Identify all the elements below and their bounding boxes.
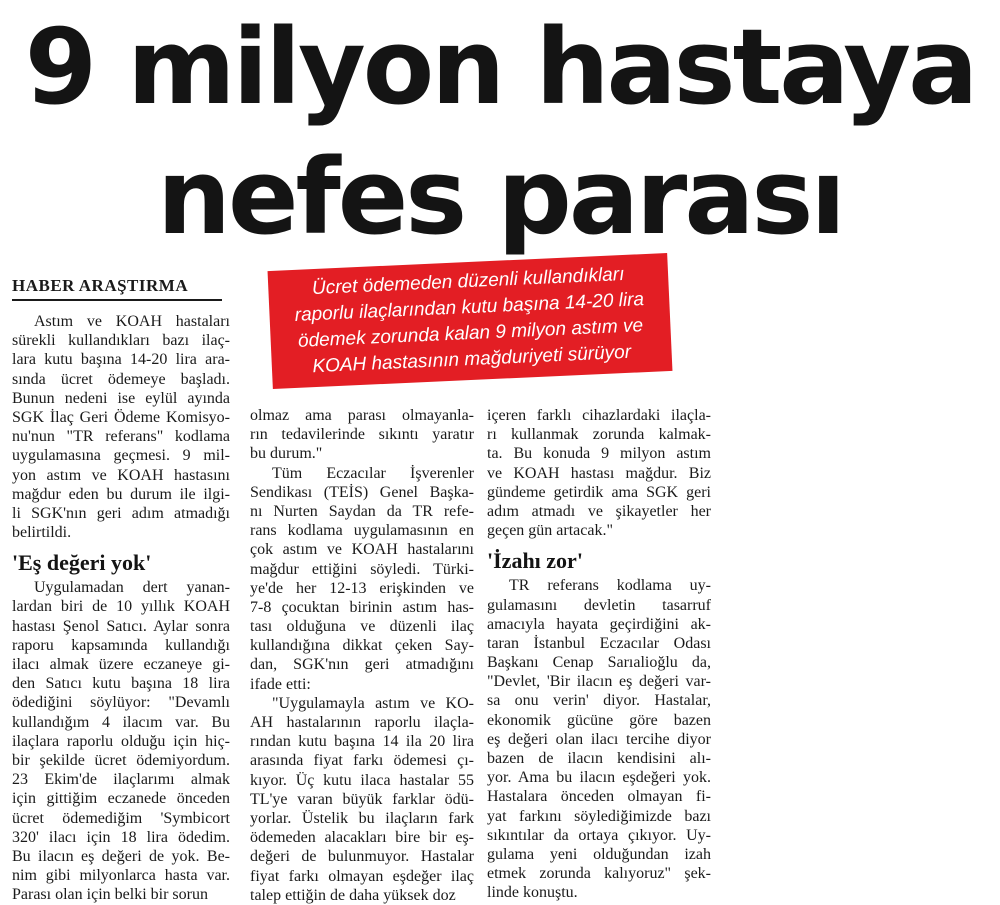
text-line: Bunun nedeni ise eylül ayında	[12, 389, 230, 407]
text-line: 7-8 çocuktan birinin astım has-	[250, 598, 474, 616]
text-line: bir şekilde ücret ödemiyordum.	[12, 751, 230, 769]
text-line: Bu ilacın eş değeri de yok. Be-	[12, 847, 230, 865]
subhead-izahi-zor: 'İzahı zor'	[487, 548, 583, 574]
text-line: ve KOAH hastası mağdur. Biz	[487, 464, 711, 482]
text-line: etmek zorunda kalıyoruz" şek-	[487, 865, 711, 883]
text-line: içeren farklı cihazlardaki ilaçla-	[487, 407, 711, 424]
text-line: uygulamasına geçmesi. 9 mil-	[12, 447, 230, 465]
text-line: ödemeden alacakları bire bir eş-	[250, 829, 474, 847]
column-3-paragraph-2	[487, 576, 711, 902]
text-line: "Uygulamayla astım ve KO-	[272, 694, 474, 712]
text-line: linde konuştu.	[487, 884, 578, 902]
text-line: ta. Bu konuda 9 milyon astım	[487, 445, 711, 463]
text-line: 23 Ekim'de ilaçlarımı almak	[12, 771, 230, 789]
text-line: Parası olan için belki bir sorun	[12, 886, 208, 904]
text-line: li SGK'nın geri adım atmadığı	[12, 504, 230, 522]
text-line: AH hastalarının raporlu ilaçla-	[250, 714, 474, 731]
text-line: çok astım ve KOAH hastalarını	[250, 541, 474, 559]
text-line: sında ücret ödemeye başladı.	[12, 370, 230, 388]
subhead-es-degeri-yok: 'Eş değeri yok'	[12, 550, 152, 576]
text-line: rın tedavilerinde sıkıntı yaratır	[250, 426, 474, 444]
text-line: 320' ilacı için 18 lira ödedim.	[12, 828, 230, 846]
text-line: ödediğini söylüyor: "Devamlı	[12, 694, 230, 712]
text-line: TL'ye varan büyük farklar ödü-	[250, 790, 474, 808]
text-line: Tüm Eczacılar İşverenler	[272, 464, 474, 482]
text-line: Astım ve KOAH hastaları	[34, 313, 230, 330]
text-line: bu durum."	[250, 445, 323, 463]
text-line: geçen gün artacak."	[487, 522, 614, 540]
column-2-paragraph-3	[250, 694, 474, 905]
headline-line-1: 9 milyon hastaya	[24, 6, 976, 128]
text-line: yor. Ama bu ilacın eşdeğeri yok.	[487, 769, 711, 787]
text-line: mağdur ettiğini söyledi. Türki-	[250, 560, 474, 578]
text-line: gulama yeni olduğundan izah	[487, 845, 711, 863]
text-line: ilaçlara raporlu olduğu için hiç-	[12, 732, 230, 750]
column-1-paragraph-2	[12, 578, 230, 904]
text-line: yat farkını söylediğimizde bazı	[487, 807, 711, 825]
text-line: talep ettiğin de daha yüksek doz	[250, 886, 456, 904]
text-line: kullandığım 4 ilacım var. Bu	[12, 713, 230, 731]
article-column-3	[487, 406, 711, 903]
text-line: hastası Şenol Satıcı. Aylar sonra	[12, 617, 230, 635]
text-line: Hastalara önceden olmayan fi-	[487, 788, 711, 806]
spot-box	[268, 253, 673, 389]
text-line: rı kullanmak zorunda kalmak-	[487, 426, 711, 444]
text-line: kullandığına dikkat çeken Say-	[250, 637, 474, 655]
article-column-2	[250, 406, 474, 905]
text-line: lardan biri de 10 yıllık KOAH	[12, 598, 230, 616]
text-line: taran İstanbul Eczacılar Odası	[487, 634, 711, 652]
text-line: Başkanı Cenap Sarıalioğlu da,	[487, 654, 711, 672]
text-line: lara kutu başına 14-20 lira ara-	[12, 351, 230, 369]
text-line: yon astım ve KOAH hastasını	[12, 466, 230, 484]
text-line: için gittiğim eczanede önceden	[12, 790, 230, 808]
text-line: sıkıntılar da ortaya çıkıyor. Uy-	[487, 826, 711, 844]
text-line: nim gibi milyonlarca hasta var.	[12, 867, 230, 885]
headline-line-2: nefes parası	[156, 136, 844, 258]
text-line: belirtildi.	[12, 524, 72, 542]
text-line: fiyat farkı olmayan eşdeğer ilaç	[250, 867, 474, 885]
text-line: eş değeri olan ilacı tercihe diyor	[487, 730, 711, 748]
text-line: Uygulamadan dert yanan-	[34, 579, 230, 597]
text-line: değeri de bulunmuyor. Hastalar	[250, 848, 474, 866]
column-1-paragraph-1	[12, 312, 230, 542]
section-kicker: HABER ARAŞTIRMA	[12, 276, 222, 301]
text-line: nı Nurten Saydan da TR refe-	[250, 502, 474, 520]
text-line: tası olduğuna ve düzenli ilaç	[250, 618, 474, 636]
spot-line: raporlu ilaçlarından kutu başına 14-20 lira	[294, 289, 645, 326]
spot-line: KOAH hastasının mağduriyeti sürüyor	[311, 341, 632, 378]
column-3-paragraph-1	[487, 406, 711, 540]
text-line: ifade etti:	[250, 675, 311, 693]
text-line: ekonomik gücüne göre bazen	[487, 711, 711, 729]
text-line: ücret ödemediğim 'Symbicort	[12, 809, 230, 827]
column-2-paragraph-2	[250, 464, 474, 694]
article-column-1	[12, 312, 230, 904]
text-line: den Satıcı kutu başına 18 lira	[12, 675, 230, 693]
text-line: amacıyla hayata geçirdiğini ak-	[487, 615, 711, 633]
text-line: gündeme getirdik ama SGK geri	[487, 483, 711, 501]
text-line: bazen de ilacın kendisini alı-	[487, 750, 711, 767]
text-line: mağdur eden bu durum ile ilgi-	[12, 485, 230, 503]
text-line: raporu kapsamında kullandığı	[12, 636, 230, 654]
spot-line: Ücret ödemeden düzenli kullandıkları	[311, 263, 625, 300]
text-line: rından kutu başına 14 ila 20 lira	[250, 733, 474, 751]
text-line: ilacı almak üzere eczaneye gi-	[12, 656, 230, 673]
text-line: arasında fiyat farkı ödemesi çı-	[250, 752, 474, 770]
text-line: SGK İlaç Geri Ödeme Komisyo-	[12, 408, 230, 426]
text-line: yorlar. Üstelik bu ilaçların fark	[250, 809, 474, 827]
text-line: sürekli kullandıkları bazı ilaç-	[12, 332, 230, 350]
text-line: gulamasını devletin tasarruf	[487, 596, 711, 614]
text-line: kıyor. Üç kutu ilaca hastalar 55	[250, 771, 474, 789]
text-line: adım atmadı ve şikayetler her	[487, 502, 711, 520]
text-line: dan, SGK'nın geri atmadığını	[250, 656, 474, 674]
text-line: TR referans kodlama uy-	[509, 577, 711, 595]
text-line: "Devlet, 'Bir ilacın eş değeri var-	[487, 673, 711, 691]
text-line: rans kodlama uygulamasının en	[250, 522, 474, 540]
text-line: sa onu verin' diyor. Hastalar,	[487, 692, 711, 710]
column-2-paragraph-1	[250, 406, 474, 464]
text-line: nu'nun "TR referans" kodlama	[12, 428, 230, 446]
text-line: ye'de her 12-13 erişkinden ve	[250, 579, 474, 597]
text-line: Sendikası (TEİS) Genel Başka-	[250, 483, 474, 501]
spot-line: ödemek zorunda kalan 9 milyon astım ve	[297, 315, 644, 352]
text-line: olmaz ama parası olmayanla-	[250, 407, 474, 424]
spot-text	[293, 261, 647, 381]
